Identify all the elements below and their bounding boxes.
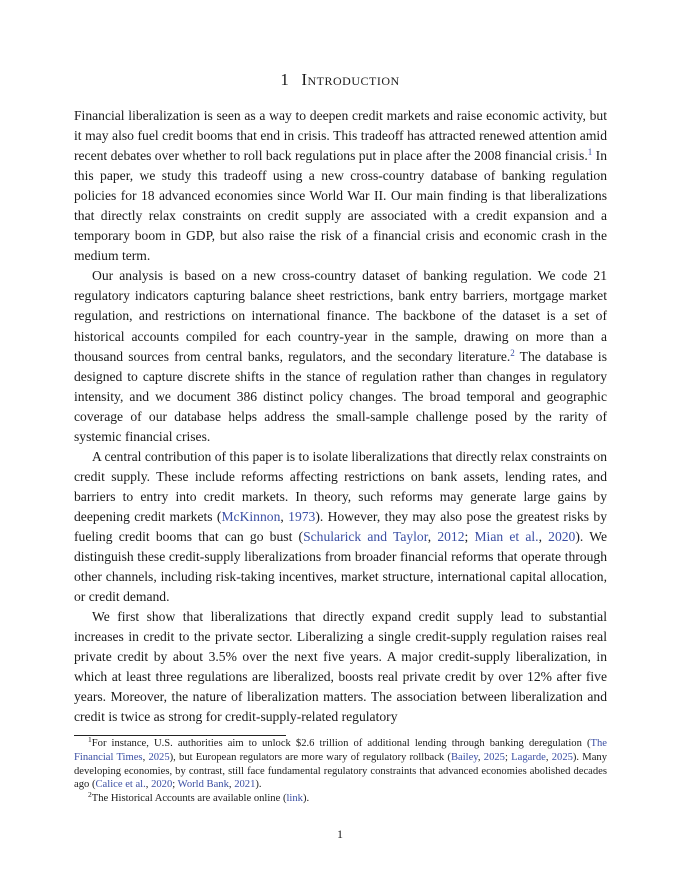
historical-accounts-link[interactable]: link (286, 793, 303, 805)
footnote-ref-1[interactable]: 1 (587, 147, 593, 158)
section-title: Introduction (301, 70, 400, 89)
footnote-1-mark: 1 (88, 735, 92, 744)
paragraph-3-text-b: ). However, they may also pose the greatest risks by fueling credit booms that can go bust ( (74, 508, 607, 544)
citation-separator: , (477, 751, 484, 763)
section-heading (0, 70, 680, 90)
footnote-1-text-c: ). Many developing economies, by contrast, still face fundamental regulatory constraints that advanced economies abolished decades ago ( (74, 751, 608, 791)
citation-mian-name[interactable]: Mian et al. (474, 528, 539, 544)
footnote-2 (74, 792, 607, 806)
citation-semicolon: ; (464, 528, 475, 544)
paragraph-3 (74, 447, 607, 607)
citation-schularick-name[interactable]: Schularick and Taylor (303, 528, 428, 544)
paragraph-2-text-a: Our analysis is based on a new cross-country dataset of banking regulation. We code 21 regulatory indicators capturing balance sheet restrictions, bank entry barriers, mortgage market regulation, and restrictions on international finance. The backbone of the dataset is a set of historical accounts compiled for each country-year in the sample, drawing on more than a thousand sources from central banks, regulators, and the secondary literature. (74, 268, 607, 364)
citation-lagarde-name[interactable]: Lagarde (511, 751, 546, 763)
footnote-2-mark: 2 (88, 790, 92, 800)
paragraph-4: We first show that liberalizations that directly expand credit supply lead to substantial increases in credit to the private sector. Liberalizing a single credit-supply regulation raises real private credit by about 3.5% over the next five years. A major credit-supply liberalization, in which at least three regulations are liberalized, boosts real private credit by over 12% after five years. Moreover, the nature of liberalization matters. The association between liberalization and credit is twice as strong for credit-supply-related regulatory (74, 609, 607, 725)
footnote-1-text-d: ). (255, 779, 262, 791)
citation-mian-year[interactable]: 2020 (548, 528, 576, 544)
citation-separator: , (142, 751, 149, 763)
footnote-rule (74, 735, 286, 736)
footnote-1 (74, 737, 607, 792)
paragraph-1 (74, 106, 607, 266)
page-number: 1 (337, 827, 343, 841)
citation-lagarde-year[interactable]: 2025 (551, 751, 573, 763)
paragraph-2 (74, 266, 607, 446)
citation-separator: , (538, 528, 549, 544)
citation-separator: , (228, 779, 235, 791)
citation-worldbank-name[interactable]: World Bank (177, 779, 229, 791)
citation-calice-name[interactable]: Calice et al. (95, 779, 146, 791)
citation-worldbank-year[interactable]: 2021 (234, 779, 256, 791)
footnote-1-text-a: For instance, U.S. authorities aim to unlock $2.6 trillion of additional lending through banking deregulation ( (91, 738, 591, 749)
section-number: 1 (280, 70, 290, 89)
footnote-2-text-b: ). (302, 793, 310, 805)
citation-semicolon: ; (504, 751, 512, 763)
citation-bailey-name[interactable]: Bailey (450, 751, 478, 763)
footnote-ref-2[interactable]: 2 (510, 347, 515, 358)
footnotes (74, 737, 607, 806)
body-text (74, 106, 607, 727)
footnote-2-text-a: The Historical Accounts are available online ( (91, 793, 287, 805)
footnote-1-text-b: ), but European regulators are more wary of regulatory rollback ( (169, 751, 451, 763)
paragraph-1-text-b: In this paper, we study this tradeoff using a new cross-country database of banking regulation policies for 18 advanced economies since World War II. Our main finding is that liberalizations that directly relax constraints on credit supply are associated with a credit expansion and a temporary boom in GDP, but also raise the risk of a financial crisis and economic crash in the medium term. (74, 148, 607, 264)
citation-ft-name[interactable]: The Financial Times (74, 738, 607, 763)
paragraph-2-text-b: The database is designed to capture discrete shifts in the stance of regulation rather than changes in regulatory intensity, and we document 386 distinct policy changes. The broad temporal and geographic coverage of our database helps address the small-sample challenge posed by the rarity of systemic financial crises. (74, 348, 607, 444)
citation-bailey-year[interactable]: 2025 (483, 751, 505, 763)
citation-schularick-year[interactable]: 2012 (437, 528, 465, 544)
paragraph-1-text-a: Financial liberalization is seen as a way to deepen credit markets and raise economic activity, but it may also fuel credit booms that end in crisis. This tradeoff has attracted renewed attention amid recent debates over whether to roll back regulations put in place after the 2008 financial crisis. (74, 108, 607, 164)
paragraph-3-text-c: ). We distinguish these credit-supply liberalizations from broader financial reforms that operate through other channels, including risk-taking incentives, market structure, international capital allocation, or credit demand. (74, 528, 607, 605)
citation-calice-year[interactable]: 2020 (151, 779, 173, 791)
citation-separator: , (545, 751, 552, 763)
citation-semicolon: ; (172, 779, 178, 791)
citation-separator: , (280, 508, 289, 524)
citation-mckinnon-name[interactable]: McKinnon (221, 508, 281, 524)
citation-ft-year[interactable]: 2025 (148, 751, 170, 763)
paragraph-3-text-a: A central contribution of this paper is to isolate liberalizations that directly relax constraints on credit supply. These include reforms affecting restrictions on bank assets, lending rates, and barriers to entry into credit markets. In theory, such reforms may generate large gains by deepening credit markets ( (74, 448, 607, 524)
citation-separator: , (427, 528, 438, 544)
citation-mckinnon-year[interactable]: 1973 (288, 508, 316, 524)
citation-separator: , (145, 779, 152, 791)
